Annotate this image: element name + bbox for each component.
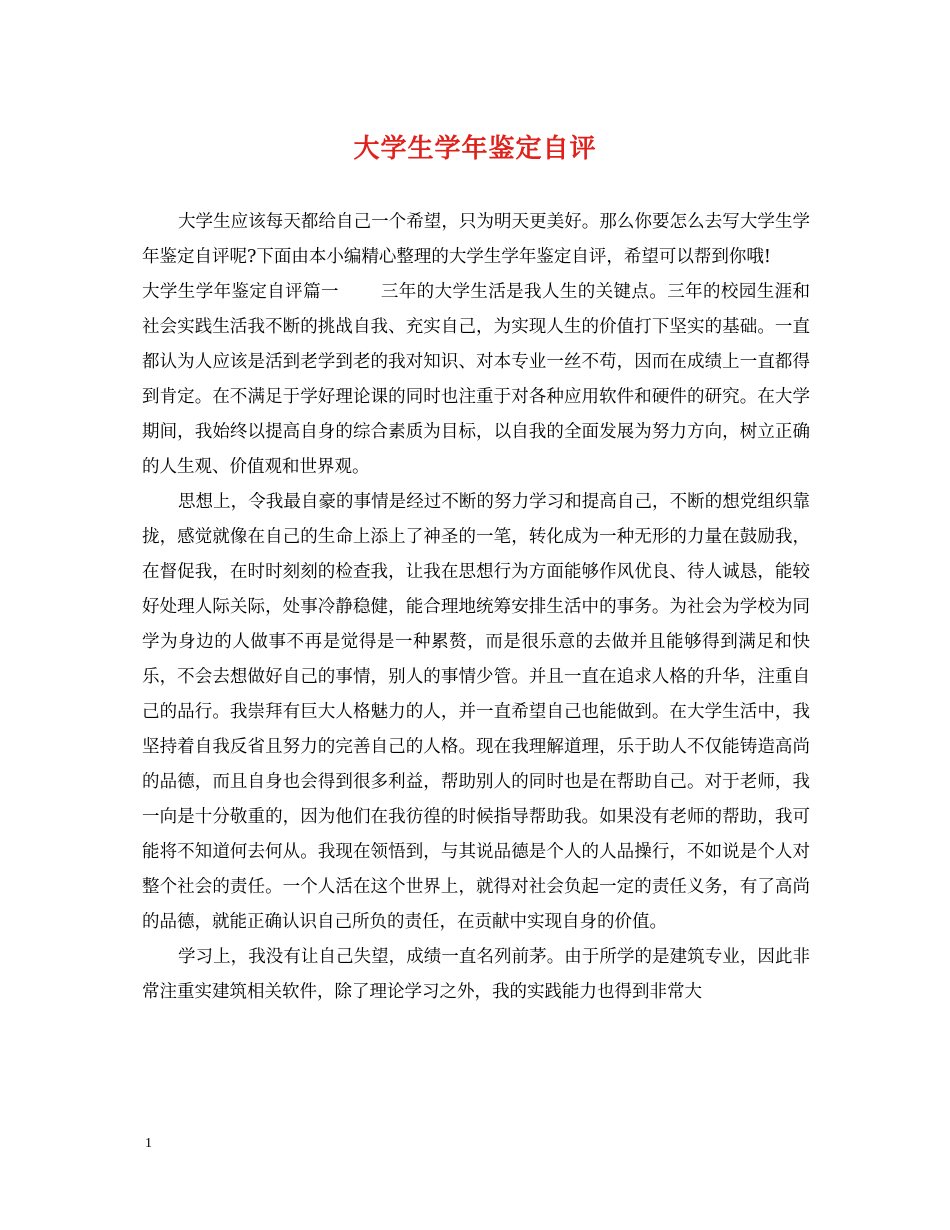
section-text: 三年的大学生活是我人生的关键点。三年的校园生涯和社会实践生活我不断的挑战自我、充实自己，为实现人生的价值打下坚实的基础。一直都认为人应该是活到老学到老的我对知识、对本专业一丝不苟，因而在成绩上一直都得到肯定。在不满足于学好理论课的同时也注重于对各种应用软件和硬件的研究。在大学期间，我始终以提高自身的综合素质为目标，以自我的全面发展为努力方向，树立正确的人生观、价值观和世界观。 bbox=[142, 282, 811, 477]
page-number: 1 bbox=[145, 1136, 152, 1151]
section-paragraph bbox=[142, 275, 810, 485]
section-label: 大学生学年鉴定自评篇一 bbox=[142, 282, 339, 302]
thought-paragraph: 思想上，令我最自豪的事情是经过不断的努力学习和提高自己，不断的想党组织靠拢，感觉就像在自己的生命上添上了神圣的一笔，转化成为一种无形的力量在鼓励我，在督促我，在时时刻刻的检查我，让我在思想行为方面能够作风优良、待人诚恳，能较好处理人际关际，处事冷静稳健，能合理地统筹安排生活中的事务。为社会为学校为同学为身边的人做事不再是觉得是一种累赘，而是很乐意的去做并且能够得到满足和快乐，不会去想做好自己的事情，别人的事情少管。并且一直在追求人格的升华，注重自己的品行。我崇拜有巨大人格魅力的人，并一直希望自己也能做到。在大学生活中，我坚持着自我反省且努力的完善自己的人格。现在我理解道理，乐于助人不仅能铸造高尚的品德，而且自身也会得到很多利益，帮助别人的同时也是在帮助自己。对于老师，我一向是十分敬重的，因为他们在我彷徨的时候指导帮助我。如果没有老师的帮助，我可能将不知道何去何从。我现在领悟到，与其说品德是个人的人品操行，不如说是个人对整个社会的责任。一个人活在这个世界上，就得对社会负起一定的责任义务，有了高尚的品德，就能正确认识自己所负的责任，在贡献中实现自身的价值。 bbox=[142, 492, 810, 932]
document-body bbox=[142, 205, 810, 1010]
intro-paragraph: 大学生应该每天都给自己一个希望，只为明天更美好。那么你要怎么去写大学生学年鉴定自评呢?下面由本小编精心整理的大学生学年鉴定自评，希望可以帮到你哦! bbox=[142, 212, 810, 267]
document-title: 大学生学年鉴定自评 bbox=[353, 134, 597, 164]
study-paragraph: 学习上，我没有让自己失望，成绩一直名列前茅。由于所学的是建筑专业，因此非常注重实建筑相关软件，除了理论学习之外，我的实践能力也得到非常大 bbox=[142, 947, 810, 1002]
